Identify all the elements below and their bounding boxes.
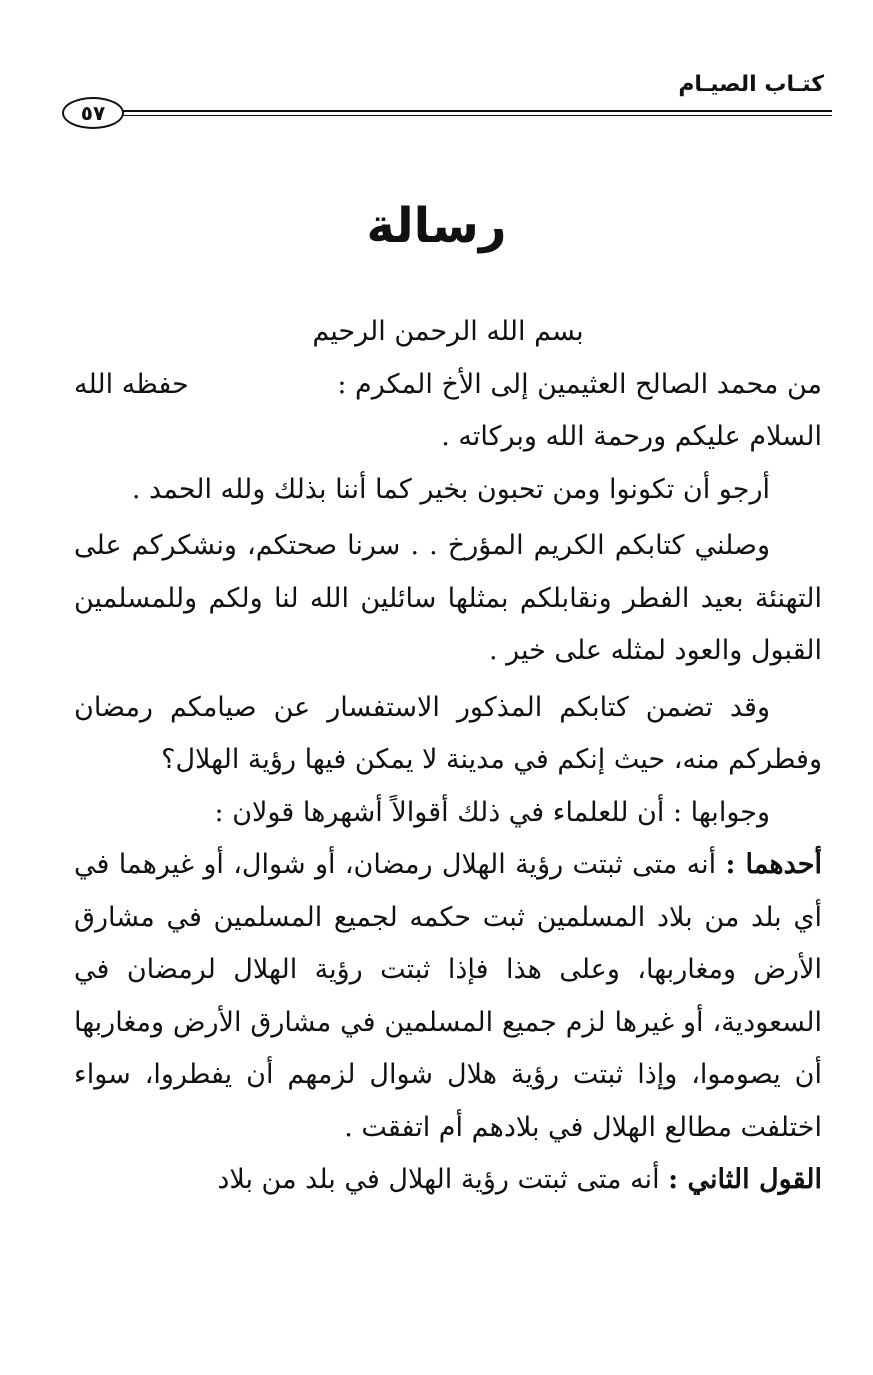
address-line [74, 359, 822, 412]
paragraph: وجوابها : أن للعلماء في ذلك أقوالاً أشهرها قولان : [214, 796, 770, 828]
first-opinion-text: أنه متى ثبتت رؤية الهلال رمضان، أو شوال، أو غيرهما في أي بلد من بلاد المسلمين ثبت حكمه لجميع المسلمين في مشارق الأرض ومغاربها، وعلى هذا فإذا ثبتت رؤية الهلال لرمضان في السعودية، أو غيرها لزم جميع المسلمين في مشارق الأرض ومغاربها أن يصوموا، وإذا ثبتت رؤية هلال شوال لزمهم أن يفطروا، سواء اختلفت مطالع الهلال في بلادهم أم اتفقت . [74, 849, 822, 1143]
second-opinion-label: القول الثاني : [668, 1164, 822, 1195]
paragraph: وقد تضمن كتابكم المذكور الاستفسار عن صيامكم رمضان وفطركم منه، حيث إنكم في مدينة لا يمكن فيها رؤية الهلال؟ [74, 691, 822, 775]
basmala: بسم الله الرحمن الرحيم [312, 316, 584, 347]
page-number: ٥٧ [62, 97, 124, 129]
letter-body [74, 306, 822, 1207]
second-opinion [74, 1154, 822, 1207]
greeting: السلام عليكم ورحمة الله وبركاته . [441, 421, 822, 452]
header-rule [122, 110, 832, 116]
running-header [62, 70, 832, 134]
paragraph: وصلني كتابكم الكريم المؤرخ . . سرنا صحتكم، ونشكركم على التهنئة بعيد الفطر ونقابلكم بمثلها سائلين الله لنا ولكم وللمسلمين القبول والعود لمثله على خير . [74, 530, 822, 666]
paragraph: أرجو أن تكونوا ومن تحبون بخير كما أننا بذلك ولله الحمد . [131, 473, 770, 505]
address-from: من محمد الصالح العثيمين إلى الأخ المكرم : [337, 368, 822, 400]
page-title: رسالة [366, 198, 507, 254]
second-opinion-text: أنه متى ثبتت رؤية الهلال في بلد من بلاد [217, 1164, 669, 1195]
first-opinion [74, 839, 822, 1154]
first-opinion-label: أحدهما : [725, 849, 822, 880]
address-honorific: حفظه الله [74, 368, 189, 400]
book-title: كتـاب الصيـام [678, 72, 824, 97]
